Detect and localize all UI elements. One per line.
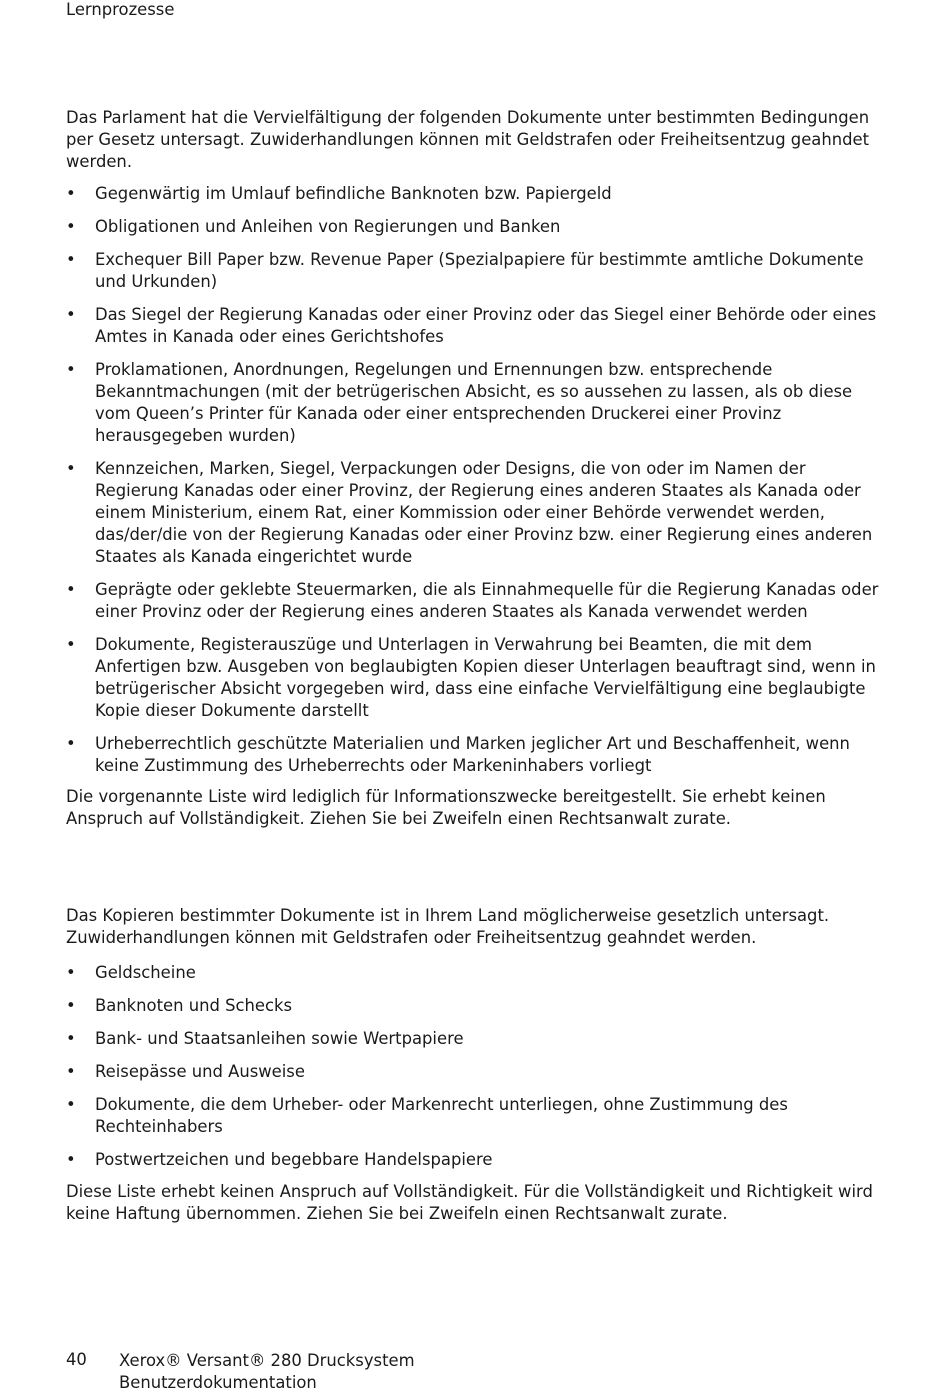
bullet-icon: • [66,1095,76,1114]
bullet-icon: • [66,963,76,982]
section-other-list [66,962,891,1182]
list-item: • Reisepässe und Ausweise [66,1062,305,1081]
bullet-icon: • [66,305,76,324]
list-item: • Urheberrechtlich geschützte Materialien und Marken jeglicher Art und Beschaffenheit, wenn keine Zustimmung des Urheberrechts oder Markeninhabers vorliegt [66,734,850,775]
running-header: Lernprozesse [66,0,175,19]
list-item: • Geldscheine [66,963,196,982]
section-canada-intro: Das Parlament hat die Vervielfältigung der folgenden Dokumente unter bestimmten Bedingungen per Gesetz untersagt. Zuwiderhandlungen können mit Geldstrafen oder Freiheitsentzug geahndet werden. [66,108,870,171]
bullet-icon: • [66,1150,76,1169]
list-item: • Dokumente, Registerauszüge und Unterlagen in Verwahrung bei Beamten, die mit dem Anfertigen bzw. Ausgeben von beglaubigten Kopien dieser Unterlagen beauftragt sind, wenn in betrügerischer Absicht vorgegeben wird, dass eine einfache Vervielfältigung eine beglaubigte Kopie dieser Dokumente darstellt [66,635,876,720]
list-item: • Obligationen und Anleihen von Regierungen und Banken [66,217,561,236]
list-item: • Gegenwärtig im Umlauf befindliche Banknoten bzw. Papiergeld [66,184,612,203]
list-item: • Postwertzeichen und begebbare Handelspapiere [66,1150,493,1169]
bullet-icon: • [66,459,76,478]
list-item: • Exchequer Bill Paper bzw. Revenue Paper (Spezialpapiere für bestimmte amtliche Dokumente und Urkunden) [66,250,864,291]
bullet-icon: • [66,217,76,236]
bullet-icon: • [66,184,76,203]
page-number: 40 [66,1350,87,1369]
bullet-icon: • [66,250,76,269]
footer-doc-title: Benutzerdokumentation [119,1373,317,1392]
list-item: • Bank- und Staatsanleihen sowie Wertpapiere [66,1029,464,1048]
bullet-icon: • [66,1062,76,1081]
bullet-icon: • [66,360,76,379]
section-other-closing: Diese Liste erhebt keinen Anspruch auf Vollständigkeit. Für die Vollständigkeit und Richtigkeit wird keine Haftung übernommen. Ziehen Sie bei Zweifeln einen Rechtsanwalt zurate. [66,1182,873,1223]
footer-product-line: Xerox® Versant® 280 Drucksystem [119,1351,415,1370]
list-item: • Dokumente, die dem Urheber- oder Markenrecht unterliegen, ohne Zustimmung des Rechteinhabers [66,1095,788,1136]
section-canada-closing: Die vorgenannte Liste wird lediglich für Informationszwecke bereitgestellt. Sie erhebt keinen Anspruch auf Vollständigkeit. Ziehen Sie bei Zweifeln einen Rechtsanwalt zurate. [66,787,826,828]
list-item: • Kennzeichen, Marken, Siegel, Verpackungen oder Designs, die von oder im Namen der Regierung Kanadas oder einer Provinz, der Regierung eines anderen Staates als Kanada oder einem Ministerium, einem Rat, einer Kommission oder einer Behörde verwendet werden, das/der/die von der Regierung Kanadas oder einer Provinz bzw. einer Regierung eines anderen Staates als Kanada eingerichtet wurde [66,459,873,566]
list-item: • Geprägte oder geklebte Steuermarken, die als Einnahmequelle für die Regierung Kanadas oder einer Provinz oder der Regierung eines anderen Staates als Kanada verwendet werden [66,580,879,621]
list-item: • Banknoten und Schecks [66,996,293,1015]
section-other-intro: Das Kopieren bestimmter Dokumente ist in Ihrem Land möglicherweise gesetzlich untersagt. Zuwiderhandlungen können mit Geldstrafen oder Freiheitsentzug geahndet werden. [66,906,830,947]
bullet-icon: • [66,1029,76,1048]
bullet-icon: • [66,734,76,753]
footer-title [119,1350,415,1394]
bullet-icon: • [66,635,76,654]
bullet-icon: • [66,996,76,1015]
list-item: • Proklamationen, Anordnungen, Regelungen und Ernennungen bzw. entsprechende Bekanntmachungen (mit der betrügerischen Absicht, es so aussehen zu lassen, als ob diese vom Queen’s Printer für Kanada oder einer entsprechenden Druckerei einer Provinz herausgegeben wurden) [66,360,853,445]
section-canada-list [66,183,891,788]
bullet-icon: • [66,580,76,599]
list-item: • Das Siegel der Regierung Kanadas oder einer Provinz oder das Siegel einer Behörde oder eines Amtes in Kanada oder eines Gerichtshofes [66,305,877,346]
